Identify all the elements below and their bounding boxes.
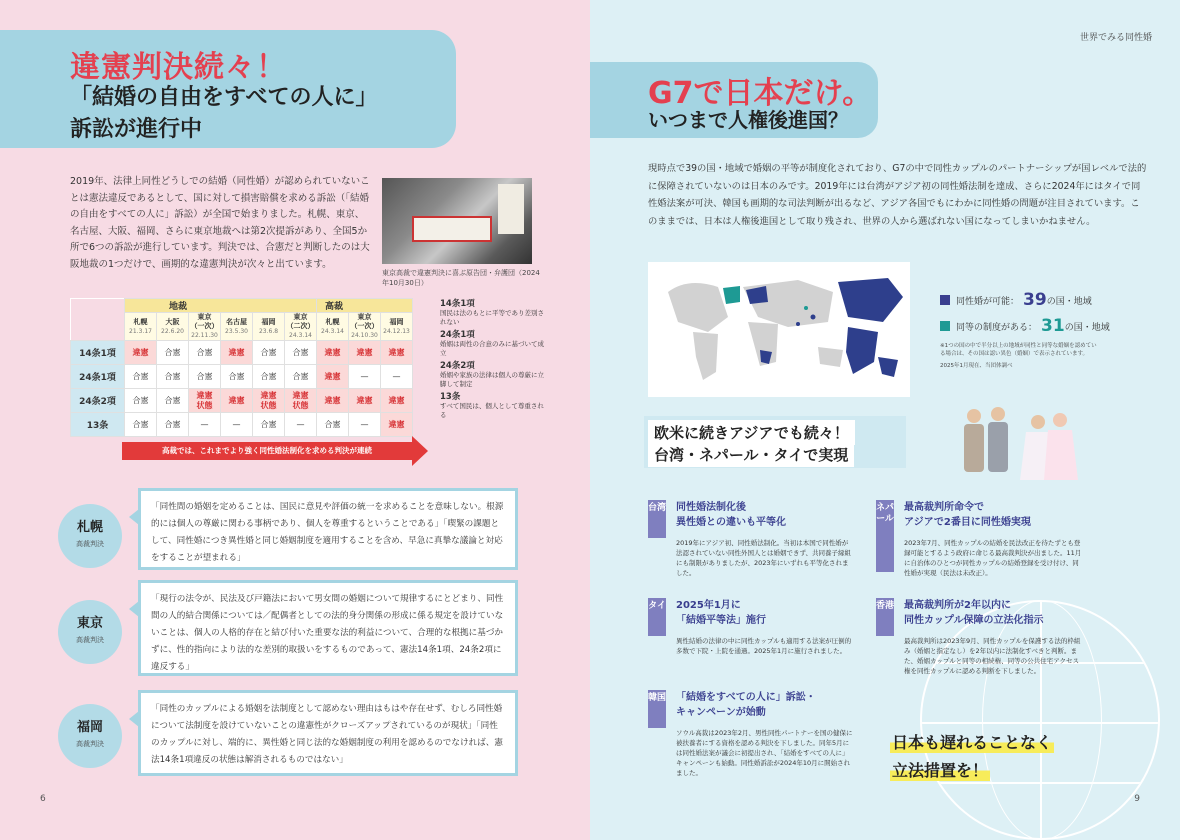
table-row [71,341,413,365]
page-title: G7で日本だけ。 [648,76,873,111]
note-title: 14条1項 [440,299,475,309]
page-title: 違憲判決続々！ [70,50,287,85]
legend-row-equivalent [940,316,1110,336]
country-tag: タイ [648,598,666,636]
legend-value: 39 [1023,290,1047,310]
note-text: 国民は法のもとに平等であり差別されない [440,309,544,326]
country-body: 2023年7月、同性カップルの結婚を民法改正を待たずとも登録可能とするよう政府に命じる最高裁判決が出ました。11月に自治体のひとつが同性カップルの結婚登録を受け付け、同性婚が実現（民法は未改正）。 [904,539,1082,577]
country-body: 最高裁判所は2023年9月、同性カップルを保護する法的枠組み（婚姻と指定なし）を2年以内に法制化すべきと判断。また、婚姻カップルと同等の相続権、同等の公共住宅アクセス権を同性カップルに認める判断を下しました。 [904,637,1081,675]
legend-row-marriage [940,290,1110,310]
court-sub: 高裁判決 [76,636,104,644]
legend-swatch-teal [940,321,950,331]
court-name: 東京 （一次） [190,313,219,330]
court-badge [58,600,122,664]
court-date: 24.3.14 [321,327,344,335]
closing-line-2: 立法措置を！ [890,758,990,781]
series-label: 世界でみる同性婚 [1079,33,1152,43]
court-name: 大阪 [165,317,180,326]
legend-note: ※1つの国の中で半分以上の地域が同性と同等な婚姻を認めている場合は、その国は認い異色（婚姻）で表示されています。 [940,343,1097,357]
court-column-header [317,313,349,341]
legend-unit: の国・地域 [1046,296,1092,307]
country-title: 最高裁判所命令で アジアで2番目に同性婚実現 [904,502,1031,528]
country-body: 2019年にアジア初、同性婚法制化。当初は本国で同性婚が法認されていない同性外国人とは婚姻できず、共同養子縁組にも制限がありましたが、2023年にいずれも平等化されました。 [676,539,851,577]
court-column-header [221,313,253,341]
ruling-cell: 違憲 [349,389,381,413]
note-title: 13条 [440,392,461,402]
rulings-table [70,298,413,437]
country-title: 同性婚法制化後 異性婚との違いも平等化 [676,502,786,528]
court-column-header [349,313,381,341]
table-row [71,413,413,437]
court-date: 23.6.8 [258,327,279,335]
country-tag: 韓国 [648,690,666,728]
article-label: 13条 [71,413,125,437]
ruling-cell: 合憲 [189,365,221,389]
ruling-cell: 違憲 状態 [253,389,285,413]
legend-unit: の国・地域 [1064,322,1110,333]
court-name: 福岡 [76,720,103,735]
intro-paragraph: 2019年、法律上同性どうしでの結婚（同性婚）が認められていないことは憲法違反であるとして、国に対して損害賠償を求める訴訟（「結婚の自由をすべての人に」訴訟）が全国で始まりました。札幌、東京、名古屋、大阪、福岡、さらに東京地裁へは第2次提訴があり、全国5か所で6つの訴訟が進行しています。判決では、合憲だと判断したのは大阪地裁の1つだけで、画期的な違憲判決が次々と出ています。 [70,176,370,270]
ruling-cell: 合憲 [157,389,189,413]
world-map [648,262,910,397]
ruling-cell: 違憲 状態 [285,389,317,413]
court-column-header [253,313,285,341]
ruling-cell: 合憲 [157,413,189,437]
court-date: 24.12.13 [383,327,410,335]
ruling-cell: 合憲 [317,413,349,437]
country-tag: 台湾 [648,500,666,538]
closing-line-1: 日本も遅れることなく [890,730,1054,753]
ruling-cell: — [189,413,221,437]
court-date: 24.10.30 [351,332,378,339]
court-name: 福岡 [261,317,276,326]
ruling-quote: 「同性間の婚姻を定めることは、国民に意見や評価の統一を求めることを意味しない。根源的には個人の尊厳に関わる事柄であり、個人を尊重するということである」「喫緊の課題として、同性婚につき異性婚と同じ婚姻制度を適用することを含め、早急に真摯な議論と対応をすることが望まれる」 [138,488,518,570]
court-sub: 高裁判決 [76,540,104,548]
headline-line-1: 欧米に続きアジアでも続々！ [648,420,855,445]
ruling-cell: 合憲 [157,365,189,389]
court-column-header [381,313,413,341]
article-label: 24条2項 [71,389,125,413]
note-text: すべて国民は、個人として尊重される [440,402,544,419]
ruling-cell: 違憲 [381,413,413,437]
page-number: 6 [40,794,46,804]
country-body: 異性結婚の法律の中に同性カップルも適用する法案が圧倒的多数で下院・上院を通過。2025年1月に施行されました。 [676,637,852,655]
court-name: 東京 （一次） [350,313,379,330]
right-page [590,0,1180,840]
court-date: 23.5.30 [225,327,248,335]
country-title: 「結婚をすべての人に」訴訟・ キャンペーンが始動 [676,692,816,718]
ruling-quote: 「同性のカップルによる婚姻を法制度として認めない理由はもはや存在せず、むしろ同性婚について法制度を設けていないことの違憲性がクローズアップされているのが現状」「同性のカップルに対し、端的に、異性婚と同じ法的な婚姻制度の利用を認めるのでなければ、憲法14条1項違反の状態は解消されるものではない」 [138,690,518,776]
map-legend [940,290,1110,370]
court-sub: 高裁判決 [76,740,104,748]
country-tag: ネパール [876,500,894,572]
title-line-3: 訴訟が進行中 [70,117,203,142]
court-date: 22.6.20 [161,327,184,335]
article-notes [440,296,550,420]
table-row [71,389,413,413]
ruling-cell: 合憲 [285,341,317,365]
ruling-cell: 合憲 [221,365,253,389]
ruling-cell: 違憲 [125,341,157,365]
court-name: 名古屋 [226,317,247,326]
ruling-cell: 違憲 状態 [189,389,221,413]
ruling-cell: 合憲 [125,389,157,413]
court-name: 札幌 [133,317,148,326]
ruling-cell: 合憲 [125,365,157,389]
court-name: 福岡 [389,317,404,326]
note-text: 婚姻は両性の合意のみに基づいて成立 [440,340,544,357]
court-date: 21.3.17 [129,327,152,335]
press-photo [382,178,532,264]
court-badge [58,504,122,568]
ruling-cell: — [221,413,253,437]
ruling-cell: — [285,413,317,437]
ruling-cell: 合憲 [189,341,221,365]
page-number: 9 [1134,794,1140,804]
country-body: ソウル高裁は2023年2月、男性同性パートナーを国の健保に被扶養者にする資格を認める判決を下しました。同年5月には同性婚法案が議会に初提出され、「結婚をすべての人に」キャンペーンも始動。同性婚訴訟が2024年10月に開始されました。 [676,729,853,777]
ruling-cell: 違憲 [381,341,413,365]
page-subtitle: いつまで人権後進国？ [648,108,848,132]
court-date: 24.3.14 [289,332,312,339]
ruling-cell: 合憲 [253,365,285,389]
title-line-2: 「結婚の自由をすべての人に」 [70,85,378,110]
ruling-cell: — [381,365,413,389]
district-header: 地裁 [125,299,317,313]
ruling-cell: 合憲 [125,413,157,437]
ruling-cell: 違憲 [349,341,381,365]
legend-label: 同性婚が可能： [956,296,1020,307]
legend-label: 同等の制度がある： [956,322,1038,333]
ruling-quote: 「現行の法令が、民法及び戸籍法において男女間の婚姻について規律するにとどまり、同性間の人的結合関係については／配偶者としての法的身分関係の形成に係る規定を設けていないことは、個人の人格的存在と結び付いた重要な法的利益について、合理的な根拠に基づかずに、性的指向により法的な差別的取扱いをするものであって、憲法14条1項、24条2項に違反する」 [138,580,518,676]
table-row [71,365,413,389]
ruling-cell: 違憲 [221,341,253,365]
ruling-cell: 合憲 [253,413,285,437]
intro-paragraph: 現時点で39の国・地域で婚姻の平等が制度化されており、G7の中で同性カップルのパートナーシップが国レベルで法的に保障されていないのは日本のみです。2019年には台湾がアジア初の同性婚法制を達成、さらに2024年にはタイで同性婚法案が可決、韓国も画期的な司法判断が出るなど、アジア各国でもにわかに同性婚の問題が注目されています。このままでは、日本は人権後進国として取り残され、世界の人から選ばれない国になってしまいかねません。 [648,163,1147,227]
court-name: 東京 （二次） [286,313,315,330]
ruling-cell: — [349,365,381,389]
ruling-cell: 違憲 [317,389,349,413]
country-title: 2025年1月に 「結婚平等法」施行 [676,600,766,626]
article-label: 24条1項 [71,365,125,389]
court-column-header [125,313,157,341]
ruling-cell: 合憲 [253,341,285,365]
country-title: 最高裁判所が2年以内に 同性カップル保障の立法化指示 [904,600,1044,626]
ruling-cell: 合憲 [157,341,189,365]
ruling-cell: 違憲 [317,341,349,365]
court-column-header [157,313,189,341]
ruling-cell: 違憲 [317,365,349,389]
legend-date: 2025年1月現在、当団体調べ [940,363,1013,369]
ruling-cell: 違憲 [221,389,253,413]
court-date: 22.11.30 [191,332,218,339]
headline-line-2: 台湾・ネパール・タイで実現 [648,442,854,467]
court-column-header [285,313,317,341]
photo-caption: 東京高裁で違憲判決に喜ぶ原告団・弁護団（2024年10月30日） [382,269,540,287]
trend-arrow: 高裁では、これまでより強く同性婚法制化を求める判決が連続 [122,442,412,460]
court-name: 東京 [76,616,103,631]
ruling-cell: 違憲 [381,389,413,413]
high-court-header: 高裁 [317,299,413,313]
ruling-cell: 合憲 [285,365,317,389]
legend-value: 31 [1041,316,1065,336]
court-name: 札幌 [325,317,340,326]
court-name: 札幌 [76,520,103,535]
note-title: 24条1項 [440,330,475,340]
country-tag: 香港 [876,598,894,636]
ruling-cell: — [349,413,381,437]
note-text: 婚姻や家族の法律は個人の尊厳に立脚して制定 [440,371,544,388]
court-column-header [189,313,221,341]
legend-swatch-navy [940,295,950,305]
court-badge [58,704,122,768]
article-label: 14条1項 [71,341,125,365]
note-title: 24条2項 [440,361,475,371]
couples-illustration [956,402,1078,484]
